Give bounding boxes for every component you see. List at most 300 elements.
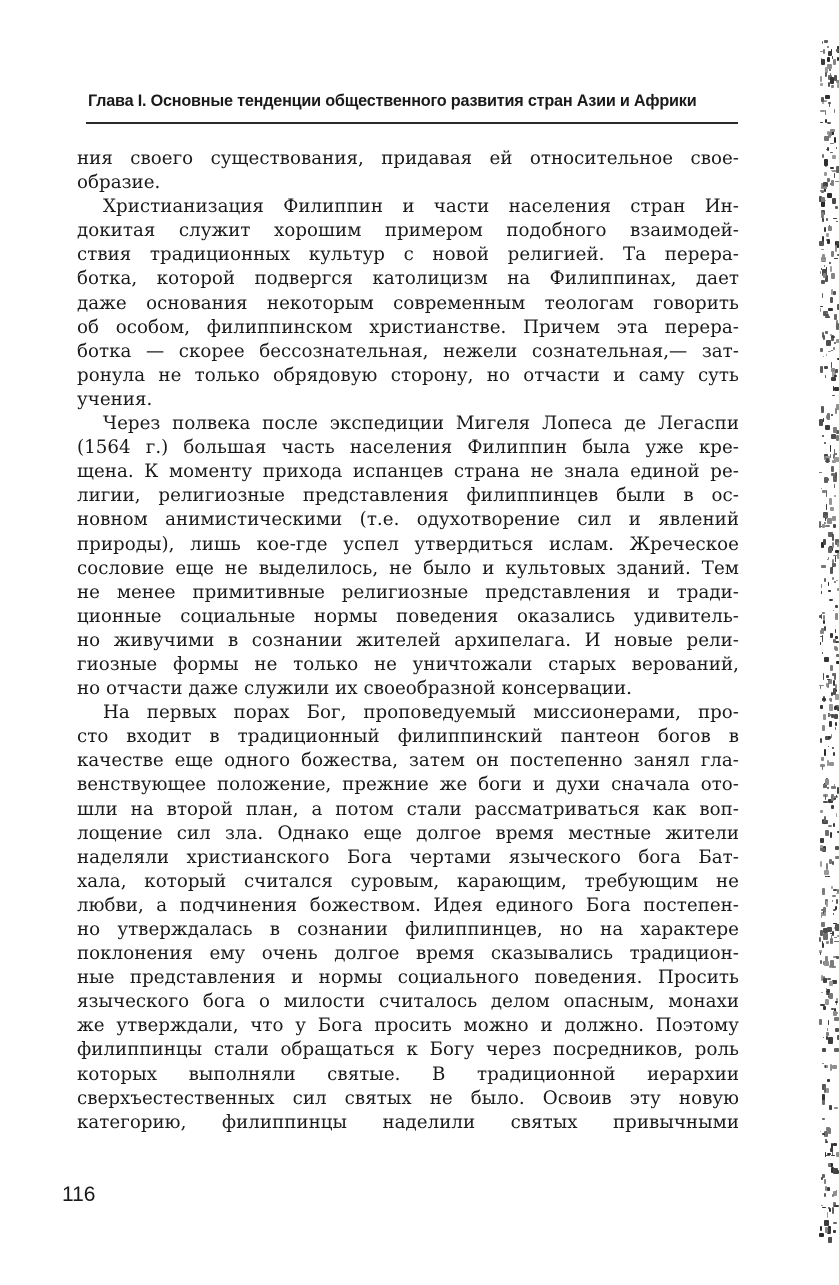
scan-speck	[836, 813, 838, 817]
scan-speck	[833, 913, 834, 915]
scan-speck	[833, 59, 836, 65]
scan-speck	[827, 927, 832, 932]
scan-speck	[820, 705, 823, 710]
scan-speck	[826, 1088, 829, 1094]
scan-speck	[828, 1237, 832, 1243]
text-line: образие.	[77, 172, 161, 194]
scan-speck	[823, 784, 827, 788]
scan-speck	[830, 445, 831, 451]
text-line: Христианизация Филиппин и части населения стран Ин-	[103, 196, 739, 218]
scan-speck	[829, 69, 831, 71]
scan-speck	[835, 369, 838, 374]
scan-speck	[830, 167, 834, 169]
text-line: же утверждали, что у Бога просить можно и должно. Поэтому	[77, 1015, 739, 1037]
scan-speck	[824, 1193, 826, 1197]
scan-speck	[827, 1212, 828, 1219]
scan-speck	[823, 273, 826, 278]
scan-speck	[834, 937, 837, 938]
scan-speck	[833, 291, 837, 295]
text-line: которых выполняли святые. В традиционной иерархии	[77, 1063, 739, 1085]
scan-speck	[828, 1020, 829, 1026]
scan-speck	[827, 193, 831, 198]
scan-speck	[832, 155, 836, 159]
scan-speck	[835, 846, 839, 850]
text-line: категорию, филиппинцы наделили святых привычными	[77, 1111, 739, 1133]
scan-speck	[823, 1037, 824, 1038]
scan-speck	[831, 466, 834, 472]
text-line: Через полвека после экспедиции Мигеля Лопеса де Легаспи	[103, 413, 739, 435]
scan-speck	[824, 626, 825, 631]
scan-speck	[828, 226, 832, 231]
scan-speck	[825, 314, 829, 316]
scan-speck	[835, 605, 838, 608]
scan-speck	[828, 746, 829, 747]
scan-speck	[822, 524, 824, 528]
scan-speck	[830, 454, 831, 458]
scan-speck	[833, 1011, 837, 1017]
scan-speck	[820, 848, 825, 852]
scan-speck	[820, 1226, 822, 1231]
text-line: любви, а подчинения божеством. Идея единого Бога постепен-	[77, 894, 739, 916]
scan-speck	[820, 122, 822, 123]
scan-speck	[825, 375, 826, 379]
scan-speck	[831, 273, 835, 279]
scan-speck	[822, 1207, 826, 1208]
scan-speck	[827, 760, 828, 766]
scan-speck	[830, 297, 834, 303]
scan-speck	[828, 1188, 830, 1191]
scan-speck	[822, 41, 823, 44]
scan-speck	[824, 961, 829, 966]
scan-speck	[834, 387, 839, 390]
scan-speck	[824, 186, 827, 189]
scan-speck	[825, 779, 829, 784]
scan-speck	[834, 941, 839, 942]
scan-speck	[828, 679, 832, 683]
text-line: но отчасти даже служили их своеобразной консервации.	[77, 678, 632, 700]
scan-speck	[823, 673, 824, 680]
scan-speck	[835, 453, 837, 454]
scan-speck	[833, 752, 835, 756]
scan-speck	[828, 351, 832, 352]
scan-speck	[834, 1048, 839, 1052]
scan-speck	[834, 375, 836, 377]
scan-speck	[822, 766, 823, 770]
scan-speck	[827, 787, 830, 789]
scan-speck	[827, 57, 830, 63]
scan-speck	[832, 861, 834, 864]
scan-speck	[835, 722, 837, 726]
scan-speck	[824, 657, 829, 662]
scan-speck	[835, 856, 839, 859]
scan-speck	[834, 457, 839, 462]
scan-speck	[821, 97, 825, 102]
text-line: качестве еще одного божества, затем он постепенно занял гла-	[77, 750, 739, 772]
text-line: шли на второй план, а потом стали рассматриваться как воп-	[77, 798, 739, 820]
scan-speck	[829, 993, 834, 999]
scan-speck	[834, 137, 836, 142]
scan-speck	[831, 350, 833, 351]
text-line: лигии, религиозные представления филиппинцев были в ос-	[77, 485, 739, 507]
scan-speck	[826, 675, 829, 678]
scan-speck	[829, 498, 831, 505]
scan-speck	[823, 418, 824, 422]
scan-speck	[820, 960, 822, 964]
scan-speck	[828, 1037, 833, 1044]
scan-speck	[832, 563, 836, 567]
scan-speck	[829, 721, 832, 727]
scan-speck	[830, 129, 835, 132]
scan-speck	[829, 262, 831, 264]
scan-speck	[831, 85, 834, 88]
scan-speck	[833, 1191, 836, 1195]
scan-speck	[836, 893, 839, 894]
scan-speck	[829, 599, 833, 601]
text-line: поклонения ему очень долгое время сказывались традицион-	[77, 943, 739, 965]
scan-speck	[821, 59, 825, 65]
text-line: ронула не только обрядовую сторону, но отчасти и саму суть	[77, 364, 739, 386]
scan-speck	[827, 178, 831, 182]
scan-speck	[820, 861, 822, 868]
scan-speck	[832, 966, 836, 968]
scan-speck	[835, 559, 836, 561]
text-line: сословие еще не выделилось, не было и культовых зданий. Тем	[77, 557, 739, 579]
scan-speck	[833, 823, 835, 827]
scan-speck	[828, 825, 832, 828]
scan-speck	[821, 591, 822, 594]
text-line: ствия традиционных культур с новой религией. Та перера-	[77, 244, 739, 266]
text-line: языческого бога о милости считалось делом опасным, монахи	[77, 991, 739, 1013]
scan-speck	[830, 152, 833, 154]
scan-speck	[820, 83, 823, 86]
scan-speck	[830, 1106, 832, 1109]
text-line: щена. К моменту прихода испанцев страна не знала единой ре-	[77, 461, 739, 483]
running-header: Глава I. Основные тенденции общественного развития стран Азии и Африки	[88, 92, 697, 110]
scan-speck	[831, 362, 832, 368]
scan-speck	[828, 547, 832, 554]
scan-speck	[821, 187, 823, 188]
scan-speck	[832, 577, 834, 580]
scan-speck	[826, 876, 828, 878]
scan-speck	[830, 266, 832, 272]
scan-speck	[835, 1001, 838, 1003]
scan-speck	[832, 1065, 837, 1069]
scan-speck	[820, 51, 825, 53]
scan-speck	[831, 714, 834, 717]
scan-speck	[835, 694, 839, 700]
scan-speck	[822, 635, 824, 642]
scan-speck	[834, 1017, 839, 1021]
scan-speck	[820, 1004, 825, 1006]
scan-speck	[830, 334, 831, 336]
scan-speck	[835, 727, 836, 730]
scan-speck	[826, 901, 828, 907]
scan-speck	[824, 159, 828, 166]
scan-speck	[820, 190, 824, 192]
scan-speck	[833, 347, 836, 350]
scan-speck	[822, 1100, 824, 1105]
scan-speck	[827, 518, 832, 524]
scan-speck	[824, 172, 827, 176]
scan-speck	[834, 581, 836, 583]
text-line: филиппинцы стали обращаться к Богу через посредников, роль	[77, 1039, 739, 1061]
scan-speck	[831, 434, 836, 438]
scan-speck	[825, 425, 830, 430]
scan-speck	[826, 458, 829, 463]
scan-speck	[833, 218, 837, 219]
scan-speck	[821, 565, 826, 568]
scan-speck	[826, 340, 831, 347]
scan-speck	[825, 72, 827, 77]
text-line: докитая служит хорошим примером подобного взаимодей-	[77, 220, 739, 242]
scan-speck	[827, 64, 832, 70]
scan-speck	[822, 254, 825, 258]
scan-speck	[821, 584, 822, 587]
scan-speck	[833, 688, 836, 695]
scan-speck	[822, 888, 826, 894]
scan-speck	[835, 472, 836, 478]
scan-speck	[827, 147, 829, 151]
scan-speck	[825, 166, 827, 167]
scan-speck	[822, 102, 824, 104]
scan-speck	[822, 652, 823, 654]
scan-speck	[822, 1048, 826, 1052]
scan-speck	[830, 77, 834, 84]
scan-speck	[832, 895, 836, 898]
scan-speck	[824, 442, 826, 445]
scan-speck	[825, 830, 829, 836]
scan-speck	[825, 794, 826, 800]
scan-speck	[827, 1028, 828, 1031]
scan-speck	[823, 933, 828, 939]
scan-speck	[825, 525, 829, 527]
scan-speck	[823, 700, 824, 701]
scan-speck	[834, 714, 838, 720]
scan-speck	[822, 941, 823, 946]
scan-speck	[828, 582, 830, 586]
scan-speck	[828, 51, 832, 56]
scan-speck	[827, 1079, 830, 1083]
scan-speck	[830, 633, 833, 637]
scan-speck	[826, 941, 829, 945]
text-line: наделяли христианского Бога чертами языческого бога Бат-	[77, 846, 739, 868]
text-line: ционные социальные нормы поведения оказались удивитель-	[77, 605, 739, 627]
scan-speck	[823, 356, 824, 358]
scan-speck	[820, 348, 823, 352]
scan-speck	[834, 484, 835, 488]
scan-speck	[830, 665, 833, 671]
header-rule	[86, 122, 738, 124]
scan-speck	[820, 366, 824, 373]
scan-speck	[819, 1019, 822, 1025]
scan-speck	[823, 714, 826, 720]
text-line: лощение сил зла. Однако еще долгое время местные жители	[77, 822, 739, 844]
text-line: хала, который считался суровым, карающим, требующим не	[77, 870, 739, 892]
scan-speck	[821, 249, 824, 250]
scan-speck	[826, 490, 827, 497]
scan-speck	[824, 456, 827, 459]
scan-speck	[822, 1174, 825, 1178]
scan-speck	[827, 239, 830, 245]
text-line: ботка, которой подвергся католицизм на Филиппинах, дает	[77, 268, 739, 290]
scan-speck	[833, 909, 837, 911]
scan-speck	[822, 435, 824, 437]
text-line: (1564 г.) большая часть населения Филиппин была уже кре-	[77, 437, 739, 459]
scan-speck	[835, 924, 839, 931]
scan-speck	[825, 110, 827, 115]
scan-speck	[831, 414, 833, 415]
scan-speck	[827, 978, 830, 980]
scan-speck	[836, 956, 839, 959]
scan-speck	[829, 132, 831, 136]
scan-speck	[832, 900, 833, 902]
scan-speck	[833, 610, 834, 612]
scan-speck	[827, 1153, 830, 1156]
scan-speck	[825, 331, 828, 333]
scan-speck	[836, 795, 837, 797]
scan-speck	[835, 1170, 839, 1174]
scan-speck	[832, 516, 836, 521]
scan-speck	[820, 630, 824, 634]
scan-speck	[834, 495, 835, 497]
scan-speck	[834, 449, 835, 456]
scan-speck	[831, 473, 835, 477]
scan-speck	[827, 46, 829, 49]
scan-speck	[830, 960, 834, 967]
scan-speck	[834, 673, 836, 680]
text-line: природы), лишь кое-где успел утвердиться ислам. Жреческое	[77, 533, 739, 555]
page-number: 116	[62, 1183, 96, 1206]
scan-speck	[823, 620, 824, 625]
scan-speck	[821, 992, 823, 993]
scan-speck	[820, 642, 821, 645]
scan-speck	[831, 180, 834, 187]
scan-speck	[833, 427, 837, 433]
scan-speck	[823, 1006, 825, 1010]
scan-speck	[820, 271, 821, 274]
scan-speck	[831, 251, 834, 257]
scan-speck	[826, 218, 828, 220]
scan-speck	[834, 109, 835, 114]
scan-speck	[821, 757, 824, 761]
scan-speck	[836, 899, 838, 904]
scan-speck	[826, 1127, 830, 1130]
scan-speck	[833, 1230, 836, 1234]
scan-speck	[826, 504, 827, 510]
scan-speck	[834, 1107, 838, 1109]
scan-speck	[833, 1222, 837, 1224]
scan-speck	[836, 241, 839, 244]
scan-speck	[827, 122, 830, 124]
scan-speck	[824, 227, 826, 232]
scan-speck	[830, 698, 833, 702]
scan-speck	[828, 308, 832, 310]
scan-speck	[819, 241, 824, 246]
scan-speck	[829, 859, 832, 864]
scan-speck	[826, 267, 827, 271]
scan-speck	[835, 647, 837, 650]
scan-speck	[821, 1205, 823, 1206]
scan-speck	[820, 1131, 822, 1132]
scan-speck	[819, 615, 822, 617]
scan-speck	[834, 1205, 838, 1207]
scan-speck	[833, 524, 836, 527]
text-line: сверхъестественных сил святых не было. Освоив эту новую	[77, 1087, 739, 1109]
scan-speck	[824, 136, 828, 141]
text-line: даже основания некоторым современным теологам говорить	[77, 292, 739, 314]
text-line: но утверждалась в сознании филиппинцев, но на характере	[77, 919, 739, 940]
scan-speck	[831, 336, 835, 338]
scan-speck	[823, 615, 825, 620]
scan-speck	[827, 559, 829, 560]
scan-speck	[835, 181, 839, 182]
scan-speck	[820, 952, 821, 955]
scan-speck	[832, 535, 834, 541]
scan-edge-shadow	[793, 40, 839, 1240]
scan-speck	[819, 1233, 823, 1237]
text-line: венствующее положение, прежние же боги и духи сначала ото-	[77, 774, 739, 796]
scan-speck	[829, 704, 833, 711]
scan-speck	[822, 725, 825, 730]
scan-speck	[834, 75, 837, 80]
scan-speck	[831, 377, 836, 381]
scan-speck	[820, 308, 821, 312]
scan-speck	[821, 197, 825, 202]
scan-speck	[824, 477, 828, 484]
text-line: об особом, филиппинском христианстве. Причем эта перера-	[77, 316, 739, 338]
scan-speck	[835, 206, 837, 210]
scan-speck	[824, 515, 828, 517]
scan-speck	[822, 1063, 824, 1064]
scan-speck	[832, 1207, 833, 1213]
scan-speck	[836, 661, 839, 663]
scan-speck	[834, 258, 838, 259]
scan-speck	[820, 738, 821, 743]
scan-speck	[823, 801, 828, 804]
scan-speck	[833, 680, 835, 685]
scan-speck	[823, 539, 826, 545]
scan-speck	[829, 1208, 831, 1212]
scan-speck	[835, 613, 838, 620]
scan-speck	[834, 173, 835, 178]
scan-speck	[824, 870, 829, 875]
scan-speck	[819, 472, 822, 474]
scan-speck	[823, 335, 825, 340]
scan-speck	[834, 706, 837, 710]
scan-speck	[825, 999, 829, 1004]
scan-speck	[826, 1032, 829, 1036]
scan-speck	[832, 747, 834, 749]
scan-speck	[837, 787, 839, 794]
text-line: но живучими в сознании жителей архипелага. И новые рели-	[77, 629, 739, 651]
scan-speck	[825, 1186, 826, 1191]
scan-speck	[824, 749, 826, 756]
scan-speck	[820, 306, 823, 307]
scan-speck	[825, 1227, 827, 1234]
scan-speck	[822, 1118, 825, 1119]
scan-speck	[832, 395, 835, 396]
scan-speck	[824, 265, 825, 267]
scan-speck	[824, 366, 829, 369]
scan-speck	[828, 590, 831, 592]
scan-speck	[836, 580, 839, 582]
scan-speck	[821, 922, 825, 927]
scan-speck	[822, 154, 824, 158]
scan-speck	[834, 314, 837, 320]
text-line: новном анимистическими (т.е. одухотворение сил и явлений	[77, 509, 739, 531]
scan-speck	[835, 550, 839, 553]
scan-speck	[824, 1180, 825, 1183]
